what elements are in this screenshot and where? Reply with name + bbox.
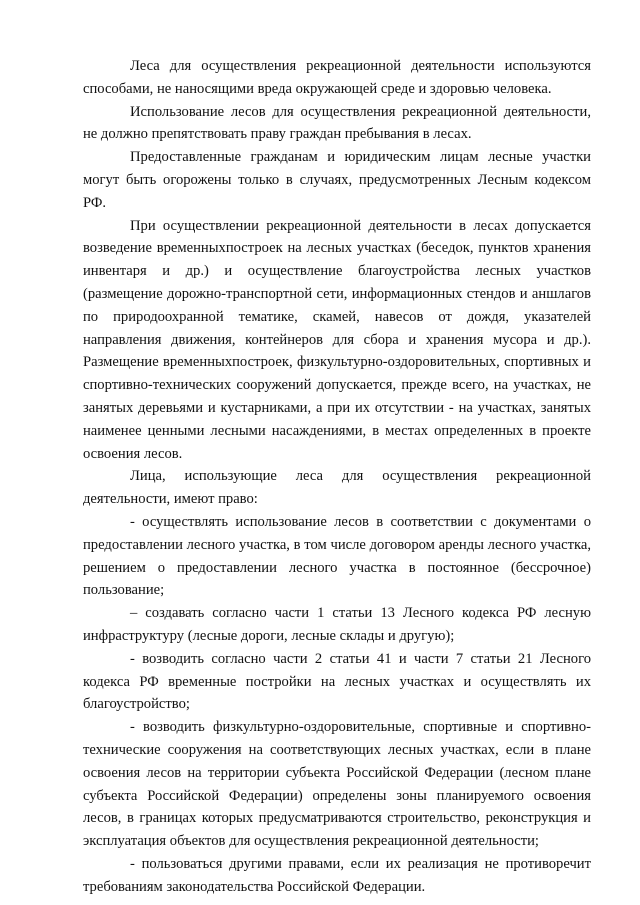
paragraph-temporary-buildings: При осуществлении рекреационной деятельности в лесах допускается возведение временныхпостроек на лесных участках (беседок, пунктов хранения инвентаря и др.) и осуществление благоустройства лесных участков (размещение дорожно-транспортной сети, информационных стендов и аншлагов по природоохранной тематике, скамей, навесов от дождя, указателей направления движения, контейнеров для сбора и хранения мусора и др.). Размещение временныхпостроек, физкультурно-оздоровительных, спортивных и спортивно-технических сооружений допускается, прежде всего, на участках, не занятых деревьями и кустарниками, а при их отсутствии - на участках, занятых наименее ценными лесными насаждениями, в местах определенных в проекте освоения лесов. — [83, 217, 591, 462]
paragraph-recreation-methods: Леса для осуществления рекреационной деятельности используются способами, не наносящими вреда окружающей среде и здоровью человека. — [83, 58, 591, 97]
paragraph-fencing: Предоставленные гражданам и юридическим лицам лесные участки могут быть огорожены только в случаях, предусмотренных Лесным кодексом РФ. — [83, 149, 591, 211]
list-item-other-rights: - пользоваться другими правами, если их реализация не противоречит требованиям законодательства Российской Федерации. — [83, 855, 591, 895]
document-page — [83, 55, 591, 898]
list-item-sports-facilities: - возводить физкультурно-оздоровительные, спортивные и спортивно-технические сооружения на соответствующих лесных участках, если в плане освоения лесов на территории субъекта Российской Федерации (лесном плане субъекта Российской Федерации) определены зоны планируемого освоения лесов, в границах которых предусматриваются строительство, реконструкция и эксплуатация объектов для осуществления рекреационной деятельности; — [83, 719, 591, 850]
list-item-use-forests: - осуществлять использование лесов в соответствии с документами о предоставлении лесного участка, в том числе договором аренды лесного участка, решением о предоставлении лесного участка в постоянное (бессрочное) пользование; — [83, 513, 591, 599]
paragraph-rights-intro: Лица, использующие леса для осуществления рекреационной деятельности, имеют право: — [83, 468, 591, 508]
list-item-infrastructure: – создавать согласно части 1 статьи 13 Лесного кодекса РФ лесную инфраструктуру (лесные дороги, лесные склады и другую); — [83, 605, 591, 644]
list-item-temporary-structures: - возводить согласно части 2 статьи 41 и части 7 статьи 21 Лесного кодекса РФ временные постройки на лесных участках и осуществлять их благоустройство; — [83, 650, 591, 713]
paragraph-citizens-access: Использование лесов для осуществления рекреационной деятельности, не должно препятствовать праву граждан пребывания в лесах. — [83, 103, 591, 143]
